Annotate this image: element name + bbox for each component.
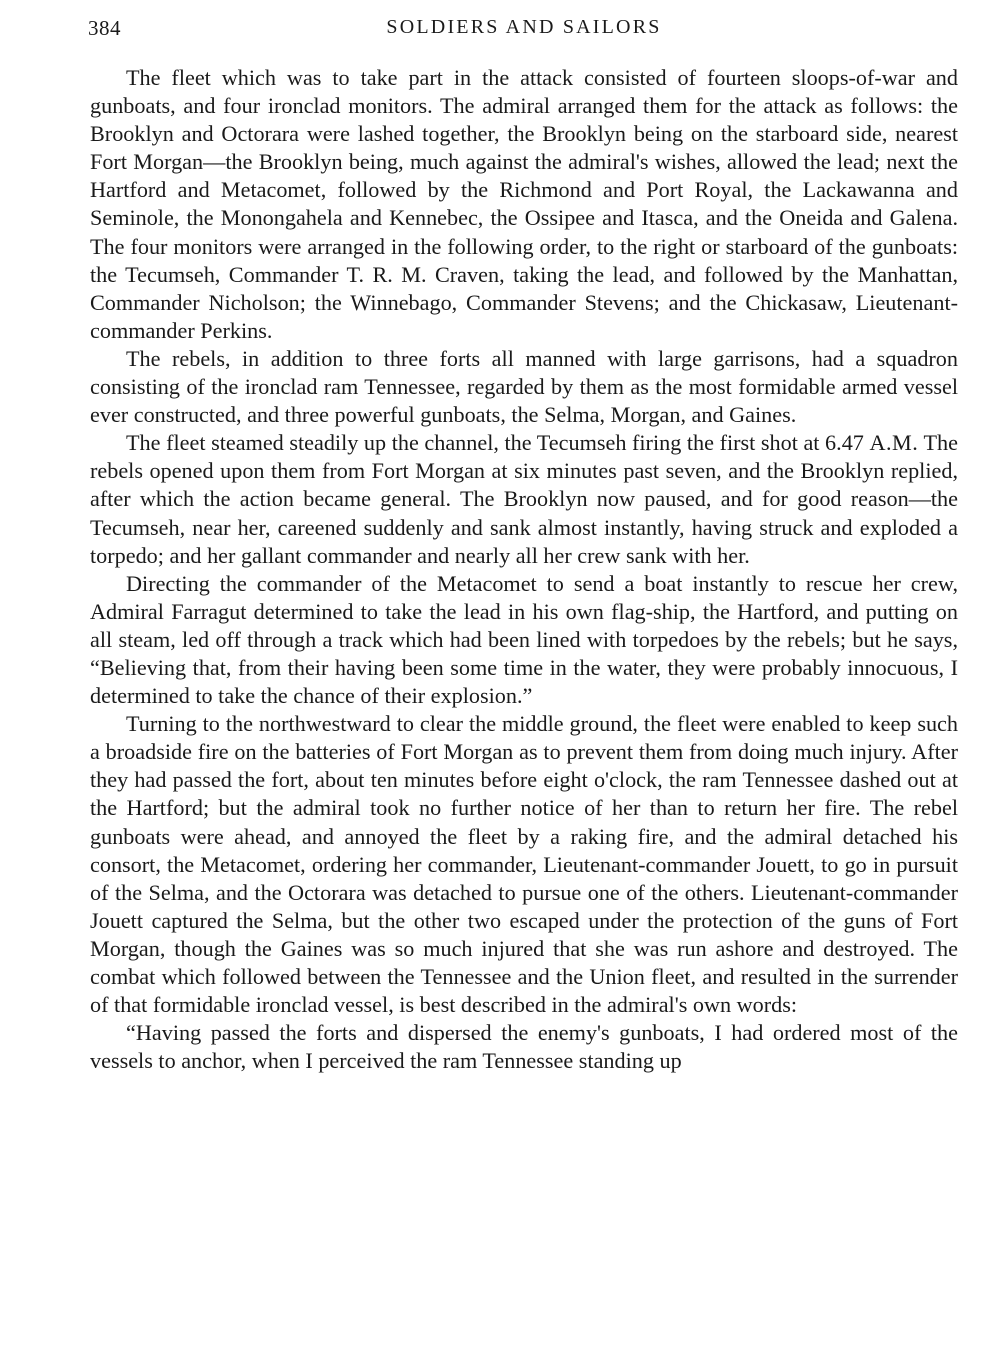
paragraph-tecumseh-sinks bbox=[90, 429, 958, 569]
paragraph-text: The rebels opened upon them from Fort Morgan at six minutes past seven, and the Brooklyn replied, after which the action became general. The Brooklyn now paused, and for good reason—the Tecumseh, near her, careened suddenly and sank almost instantly, having struck and exploded a torpedo; and her gallant commander and nearly all her crew sank with her. bbox=[90, 430, 959, 568]
body-text bbox=[90, 64, 958, 1075]
paragraph-rebel-squadron: The rebels, in addition to three forts all manned with large garrisons, had a squadron consisting of the ironclad ram Tennessee, regarded by them as the most formidable armed vessel ever constructed, and three powerful gunboats, the Selma, Morgan, and Gaines. bbox=[90, 345, 958, 428]
paragraph-fleet-order: The fleet which was to take part in the attack consisted of fourteen sloops-of-war and gunboats, and four ironclad monitors. The admiral arranged them for the attack as follows: the Brooklyn and Octorara were lashed together, the Brooklyn being on the starboard side, nearest Fort Morgan—the Brooklyn being, much against the admiral's wishes, allowed the lead; next the Hartford and Metacomet, followed by the Richmond and Port Royal, the Lackawanna and Seminole, the Monongahela and Kennebec, the Ossipee and Itasca, and the Oneida and Galena. The four monitors were arranged in the following order, to the right or starboard of the gunboats: the Tecumseh, Commander T. R. M. Craven, taking the lead, and followed by the Manhattan, Commander Nicholson; the Winnebago, Commander Stevens; and the Chickasaw, Lieutenant-commander Perkins. bbox=[90, 65, 958, 343]
page-number: 384 bbox=[88, 16, 121, 40]
paragraph-text: The fleet steamed steadily up the channel, the Tecumseh firing the first shot at 6.47 bbox=[126, 430, 870, 456]
running-head bbox=[88, 16, 960, 44]
time-suffix: A.M. bbox=[869, 430, 919, 456]
paragraph-admiral-quote: “Having passed the forts and dispersed the enemy's gunboats, I had ordered most of the vessels to anchor, when I perceived the ram Tennessee standing up bbox=[90, 1020, 958, 1074]
paragraph-farragut-leads: Directing the commander of the Metacomet to send a boat instantly to rescue her crew, Admiral Farragut determined to take the lead in his own flag-ship, the Hartford, and putting on all steam, led off through a track which had been lined with torpedoes by the rebels; but he says, “Believing that, from their having been some time in the water, they were probably innocuous, I determined to take the chance of their explosion.” bbox=[90, 570, 958, 709]
paragraph-gunboat-pursuit: Turning to the northwestward to clear the middle ground, the fleet were enabled to keep such a broadside fire on the batteries of Fort Morgan as to prevent them from doing much injury. After they had passed the fort, about ten minutes before eight o'clock, the ram Tennessee dashed out at the Hartford; but the admiral took no further notice of her than to return her fire. The rebel gunboats were ahead, and annoyed the fleet by a raking fire, and the admiral detached his consort, the Metacomet, ordering her commander, Lieutenant-commander Jouett, to go in pursuit of the Selma, and the Octorara was detached to pursue one of the others. Lieutenant-commander Jouett captured the Selma, but the other two escaped under the protection of the guns of Fort Morgan, though the Gaines was so much injured that she was run ashore and destroyed. The combat which followed between the Tennessee and the Union fleet, and resulted in the surrender of that formidable ironclad vessel, is best described in the admiral's own words: bbox=[90, 711, 958, 1018]
running-title: SOLDIERS AND SAILORS bbox=[386, 16, 662, 38]
